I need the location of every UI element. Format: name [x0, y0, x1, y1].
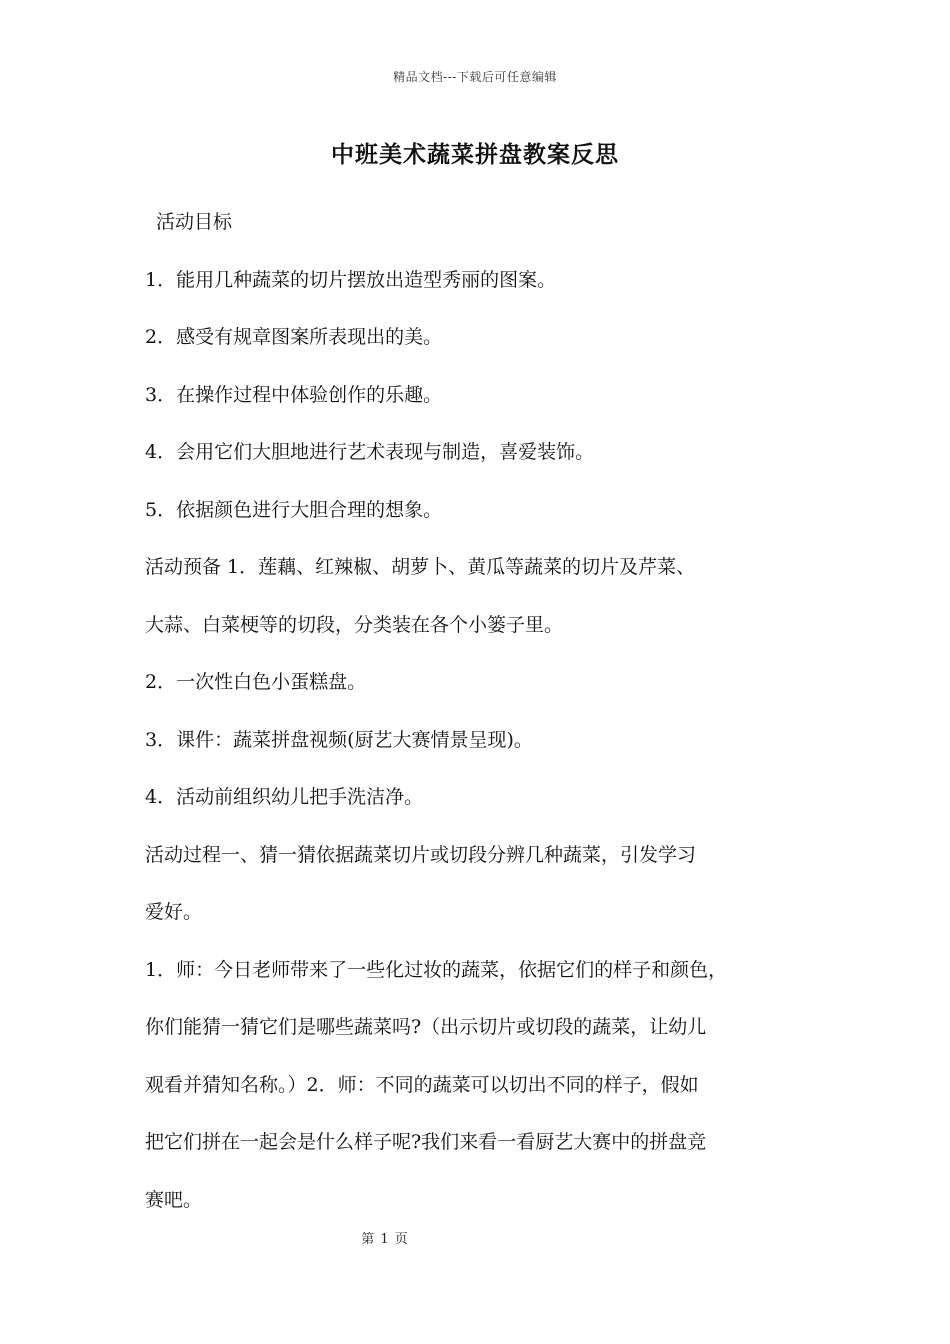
- paragraph: 3．在操作过程中体验创作的乐趣。: [145, 383, 443, 406]
- section-heading-goals: 活动目标: [156, 211, 233, 233]
- paragraph: 1．能用几种蔬菜的切片摆放出造型秀丽的图案。: [145, 268, 557, 291]
- paragraph: 大蒜、白菜梗等的切段，分类装在各个小篓子里。: [145, 613, 564, 636]
- paragraph: 观看并猜知名称。）2．师：不同的蔬菜可以切出不同的样子，假如: [145, 1073, 699, 1096]
- paragraph: 2．感受有规章图案所表现出的美。: [145, 326, 443, 348]
- paragraph: 活动预备 1．莲藕、红辣椒、胡萝卜、黄瓜等蔬菜的切片及芹菜、: [145, 556, 696, 578]
- paragraph: 3．课件：蔬菜拼盘视频(厨艺大赛情景呈现)。: [145, 728, 533, 751]
- paragraph: 1．师：今日老师带来了一些化过妆的蔬菜，依据它们的样子和颜色，: [145, 958, 728, 981]
- paragraph: 5．依据颜色进行大胆合理的想象。: [145, 498, 443, 521]
- header-note: 精品文档---下载后可任意编辑: [393, 70, 557, 84]
- paragraph: 爱好。: [145, 901, 203, 923]
- paragraph: 活动过程一、猜一猜依据蔬菜切片或切段分辨几种蔬菜，引发学习: [145, 843, 697, 866]
- paragraph: 4．会用它们大胆地进行艺术表现与制造，喜爱装饰。: [145, 441, 595, 463]
- paragraph: 4．活动前组织幼儿把手洗洁净。: [145, 786, 424, 808]
- page-number: 第 1 页: [361, 1232, 409, 1247]
- paragraph: 赛吧。: [145, 1188, 203, 1211]
- paragraph: 你们能猜一猜它们是哪些蔬菜吗?（出示切片或切段的蔬菜，让幼儿: [145, 1016, 707, 1038]
- document-title: 中班美术蔬菜拼盘教案反思: [331, 141, 619, 168]
- paragraph: 把它们拼在一起会是什么样子呢?我们来看一看厨艺大赛中的拼盘竞: [145, 1131, 707, 1153]
- paragraph: 2．一次性白色小蛋糕盘。: [145, 671, 367, 693]
- document-body: [145, 194, 835, 1229]
